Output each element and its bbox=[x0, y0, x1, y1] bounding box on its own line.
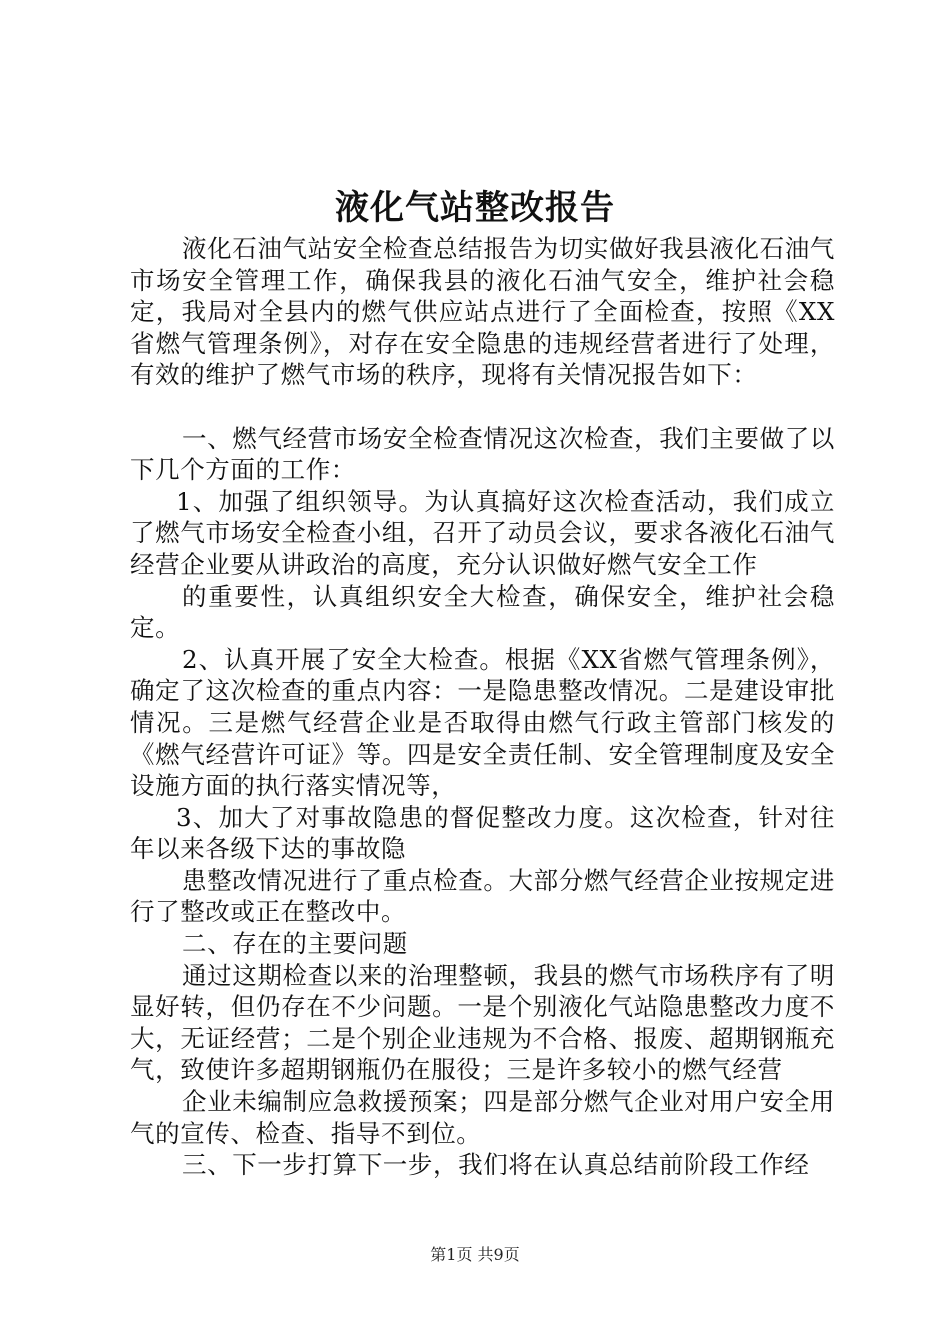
section-3-paragraph: 三、下一步打算下一步，我们将在认真总结前阶段工作经 bbox=[182, 1150, 810, 1180]
intro-paragraph: 液化石油气站安全检查总结报告为切实做好我县液化石油气市场安全管理工作，确保我县的液化石油气安全，维护社会稳定，我局对全县内的燃气供应站点进行了全面检查，按照《XX省燃气管理条例》，对存在安全隐患的违规经营者进行了处理，有效的维护了燃气市场的秩序，现将有关情况报告如下： bbox=[130, 234, 835, 390]
item-1-paragraph: 1、加强了组织领导。为认真搞好这次检查活动，我们成立了燃气市场安全检查小组，召开了动员会议，要求各液化石油气经营企业要从讲政治的高度，充分认识做好燃气安全工作 bbox=[130, 486, 835, 579]
item-1-continuation: 的重要性，认真组织安全大检查，确保安全，维护社会稳定。 bbox=[130, 581, 835, 643]
section-2-continuation: 企业未编制应急救援预案；四是部分燃气企业对用户安全用气的宣传、检查、指导不到位。 bbox=[130, 1087, 835, 1148]
section-1-heading-paragraph: 一、燃气经营市场安全检查情况这次检查，我们主要做了以下几个方面的工作： bbox=[130, 423, 835, 485]
section-2-paragraph: 通过这期检查以来的治理整顿，我县的燃气市场秩序有了明显好转，但仍存在不少问题。一是个别液化气站隐患整改力度不大，无证经营；二是个别企业违规为不合格、报废、超期钢瓶充气，致使许多超期钢瓶仍在服役；三是许多较小的燃气经营 bbox=[130, 960, 835, 1085]
section-2-heading: 二、存在的主要问题 bbox=[182, 929, 408, 959]
paragraph-spacer bbox=[130, 391, 835, 423]
document-body bbox=[130, 233, 835, 1181]
item-3-paragraph: 3、加大了对事故隐患的督促整改力度。这次检查，针对往年以来各级下达的事故隐 bbox=[130, 802, 835, 864]
item-3-continuation: 患整改情况进行了重点检查。大部分燃气经营企业按规定进行了整改或正在整改中。 bbox=[130, 865, 835, 927]
page-number-footer: 第1页 共9页 bbox=[430, 1245, 520, 1264]
document-title: 液化气站整改报告 bbox=[335, 188, 615, 228]
item-2-paragraph: 2、认真开展了安全大检查。根据《XX省燃气管理条例》，确定了这次检查的重点内容：一是隐患整改情况。二是建设审批情况。三是燃气经营企业是否取得由燃气行政主管部门核发的《燃气经营许可证》等。四是安全责任制、安全管理制度及安全设施方面的执行落实情况等， bbox=[130, 644, 835, 801]
